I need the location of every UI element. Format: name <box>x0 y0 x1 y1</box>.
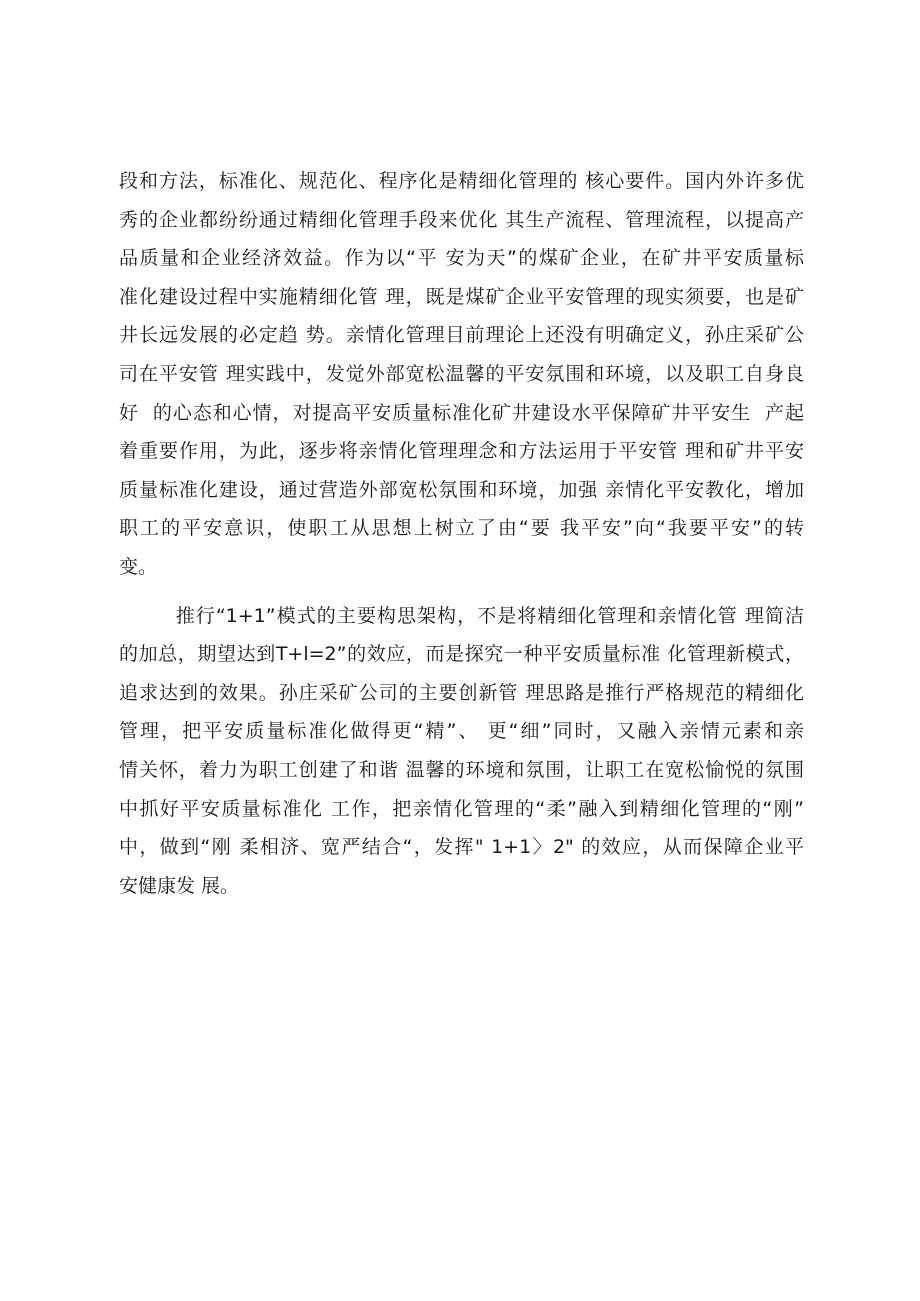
text-line: 好 的心态和心情，对提高平安质量标准化矿井建设水平保障矿井平安生 产起 <box>119 401 804 424</box>
text-line: 秀的企业都纷纷通过精细化管理手段来优化 其生产流程、管理流程，以提高产 <box>119 208 804 231</box>
text-line: 追求达到的效果。孙庄采矿公司的主要创新管 理思路是推行严格规范的精细化 <box>119 681 804 704</box>
text-line: 着重要作用，为此，逐步将亲情化管理理念和方法运用于平安管 理和矿井平安 <box>119 440 804 463</box>
paragraph-1 <box>119 162 804 587</box>
text-line: 品质量和企业经济效益。作为以“平 安为天”的煤矿企业，在矿井平安质量标 <box>119 247 804 270</box>
text-line: 准化建设过程中实施精细化管 理，既是煤矿企业平安管理的现实须要，也是矿 <box>119 285 804 308</box>
paragraph-2 <box>119 597 804 906</box>
text-line: 推行“1+1”模式的主要构思架构，不是将精细化管理和亲情化管 理简洁 <box>119 604 804 627</box>
text-line: 段和方法，标准化、规范化、程序化是精细化管理的 核心要件。国内外许多优 <box>119 170 804 192</box>
text-line: 质量标准化建设，通过营造外部宽松氛围和环境，加强 亲情化平安教化，增加 <box>119 478 804 501</box>
text-line: 中，做到“刚 柔相济、宽严结合“，发挥" 1+1〉2" 的效应，从而保障企业平 <box>119 836 804 859</box>
text-line: 职工的平安意识，使职工从思想上树立了由“要 我平安”向“我要平安”的转 <box>119 517 804 540</box>
text-line: 井长远发展的必定趋 势。亲情化管理目前理论上还没有明确定义，孙庄采矿公 <box>119 324 804 347</box>
text-line: 司在平安管 理实践中，发觉外部宽松温馨的平安氛围和环境，以及职工自身良 <box>119 362 804 385</box>
text-line: 安健康发 展。 <box>119 874 240 897</box>
text-line: 的加总，期望达到T+l=2”的效应，而是探究一种平安质量标准 化管理新模式， <box>119 643 804 666</box>
text-line: 管理，把平安质量标准化做得更“精”、 更“细”同时，又融入亲情元素和亲 <box>119 720 804 743</box>
text-line: 变。 <box>119 555 158 578</box>
text-line: 中抓好平安质量标准化 工作，把亲情化管理的“柔”融入到精细化管理的“刚” <box>119 797 804 820</box>
body-text <box>119 162 804 905</box>
text-line: 情关怀，着力为职工创建了和谐 温馨的环境和氛围，让职工在宽松愉悦的氛围 <box>119 758 804 781</box>
paragraph-gap <box>119 587 804 597</box>
